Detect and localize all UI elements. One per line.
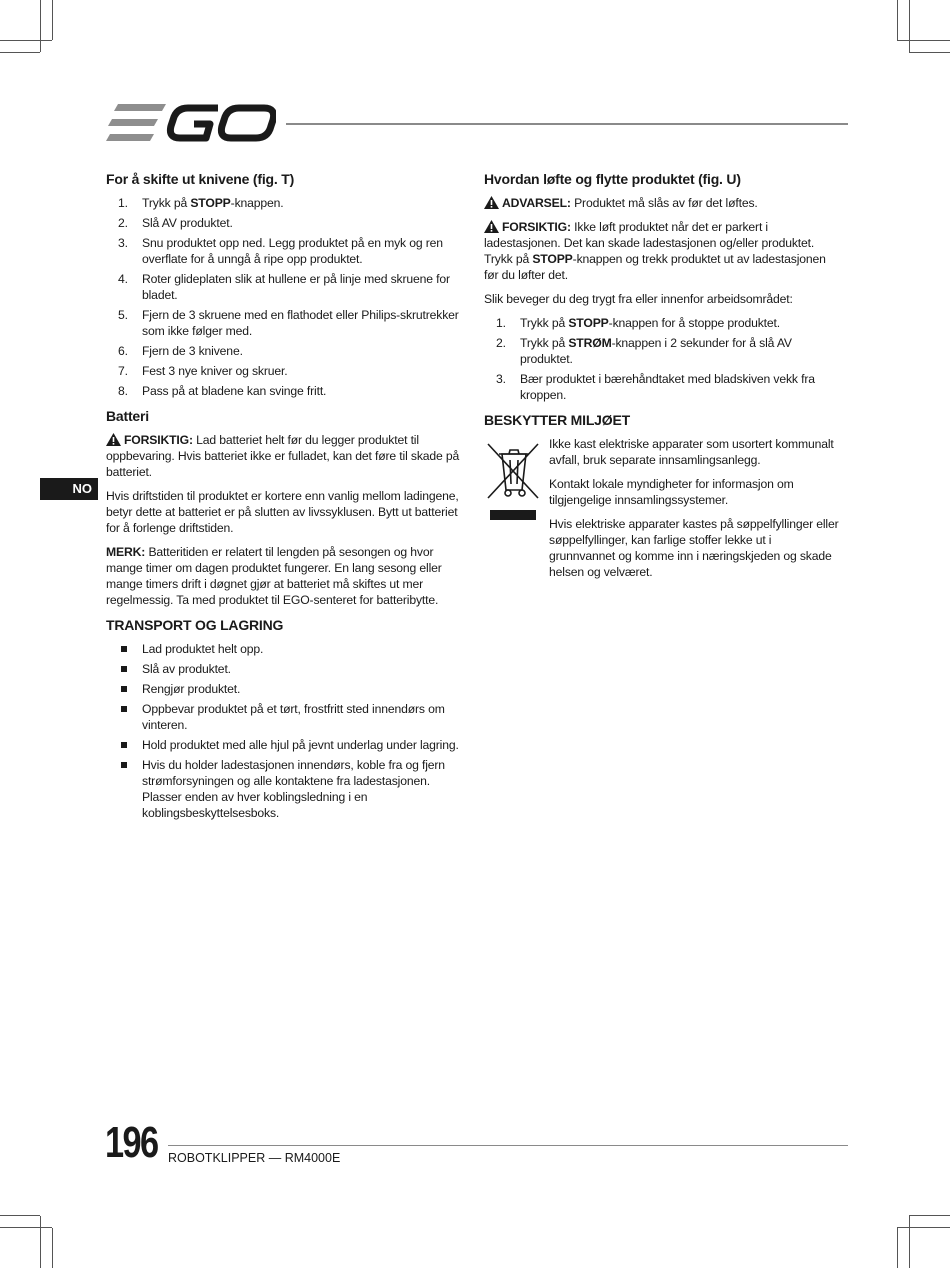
- list-item: 4. Roter glideplaten slik at hullene er på linje med skruene for bladet.: [118, 272, 450, 302]
- list-item: 1. Trykk på STOPP-knappen for å stoppe produktet.: [496, 316, 781, 330]
- environment-text: [546, 436, 840, 588]
- caution-paragraph: FORSIKTIG: Lad batteriet helt før du legger produktet til oppbevaring. Hvis batteriet ikke er fulladet, kan det føre til skade på batteriet.: [106, 433, 460, 479]
- list-item: Slå av produktet.: [106, 661, 468, 677]
- left-column: [106, 170, 468, 829]
- caution-label: FORSIKTIG:: [502, 220, 571, 234]
- warning-triangle-icon: [484, 220, 499, 233]
- lift-section: [484, 170, 840, 403]
- list-item: 6. Fjern de 3 knivene.: [118, 344, 243, 358]
- list-item: Hold produktet med alle hjul på jevnt underlag under lagring.: [106, 737, 468, 753]
- crop-mark: [909, 1215, 950, 1216]
- bullet-square-icon: [121, 646, 127, 652]
- header-rule: [286, 123, 848, 125]
- list-item: 3. Snu produktet opp ned. Legg produktet på en myk og ren overflate for å unngå å ripe opp produktet.: [118, 236, 443, 266]
- list-item: 1. Trykk på STOPP-knappen.: [118, 196, 284, 210]
- crop-mark: [0, 1227, 52, 1228]
- weee-bar: [490, 510, 536, 520]
- knives-steps: [106, 195, 468, 399]
- crop-mark: [0, 1215, 40, 1216]
- ego-logo: [106, 104, 276, 142]
- section-heading: Batteri: [106, 408, 149, 424]
- crop-mark: [40, 0, 41, 52]
- crop-mark: [909, 52, 950, 53]
- crop-mark: [897, 1227, 950, 1228]
- crop-mark: [897, 0, 898, 40]
- bullet-square-icon: [121, 742, 127, 748]
- section-heading: For å skifte ut knivene (fig. T): [106, 171, 295, 187]
- list-item: Rengjør produktet.: [106, 681, 468, 697]
- list-item: 3. Bær produktet i bærehåndtaket med bladskiven vekk fra kroppen.: [496, 372, 815, 402]
- crop-mark: [0, 52, 40, 53]
- crop-mark: [909, 1216, 910, 1268]
- list-item: Hvis du holder ladestasjonen innendørs, koble fra og fjern strømforsyningen og alle kontaktene fra ladestasjonen. Plasser enden av hver koblingsledning i en koblingsbeskyttelsesboks.: [106, 757, 468, 821]
- crop-mark: [0, 40, 52, 41]
- crop-mark: [40, 1216, 41, 1268]
- section-heading: BESKYTTER MILJØET: [484, 412, 630, 428]
- environment-paragraph: Ikke kast elektriske apparater som usortert kommunalt avfall, bruk separate innsamlingsanlegg.: [549, 437, 834, 467]
- warning-triangle-icon: [484, 196, 499, 209]
- warning-triangle-icon: [106, 433, 121, 446]
- note-label: MERK:: [106, 545, 146, 559]
- lift-steps: [484, 315, 840, 403]
- crossed-bin-icon: [484, 436, 546, 588]
- list-item: 2. Trykk på STRØM-knappen i 2 sekunder for å slå AV produktet.: [496, 336, 792, 366]
- transport-list: [106, 641, 468, 821]
- battery-paragraph: Hvis driftstiden til produktet er kortere enn vanlig mellom ladingene, betyr dette at batteriet er på slutten av livssyklusen. Bytt ut batteriet for å forlenge driftstiden.: [106, 489, 459, 535]
- list-item: 8. Pass på at bladene kan svinge fritt.: [118, 384, 327, 398]
- right-column: [484, 170, 840, 588]
- weee-block: [484, 436, 840, 588]
- bullet-square-icon: [121, 706, 127, 712]
- footer-rule: [168, 1145, 848, 1146]
- environment-section: [484, 411, 840, 588]
- intro-paragraph: Slik beveger du deg trygt fra eller innenfor arbeidsområdet:: [484, 292, 793, 306]
- page-number: 196: [105, 1118, 158, 1167]
- warning-paragraph: ADVARSEL: Produktet må slås av før det løftes.: [484, 195, 840, 211]
- list-item: Oppbevar produktet på et tørt, frostfritt sted innendørs om vinteren.: [106, 701, 468, 733]
- note-paragraph: MERK: Batteritiden er relatert til lengden på sesongen og hvor mange timer om dagen produktet fungerer. En lang sesong eller mange timers drift i døgnet gjør at batteriet må skiftes ut mer regelmessig. Ta med produktet til EGO-senteret for batteribytte.: [106, 545, 442, 607]
- list-item: 2. Slå AV produktet.: [118, 216, 233, 230]
- bullet-square-icon: [121, 686, 127, 692]
- language-tab: NO: [40, 478, 98, 500]
- bullet-square-icon: [121, 666, 127, 672]
- caution-label: FORSIKTIG:: [124, 433, 193, 447]
- crop-mark: [897, 1228, 898, 1268]
- list-item: 7. Fest 3 nye kniver og skruer.: [118, 364, 288, 378]
- caution-paragraph: FORSIKTIG: Ikke løft produktet når det er parkert i ladestasjonen. Det kan skade ladestasjonen og/eller produktet. Trykk på STOPP-knappen og trekk produktet ut av ladestasjonen før du løfter det.: [484, 220, 826, 282]
- crop-mark: [52, 1228, 53, 1268]
- environment-paragraph: Hvis elektriske apparater kastes på søppelfyllinger eller søppelfyllinger, kan farlige stoffer lekke ut i grunnvannet og komme inn i næringskjeden og skade helsen og velværet.: [549, 517, 839, 579]
- list-item: Lad produktet helt opp.: [106, 641, 468, 657]
- crop-mark: [52, 0, 53, 40]
- battery-section: [106, 407, 468, 608]
- crop-mark: [897, 40, 950, 41]
- crop-mark: [909, 0, 910, 52]
- transport-section: [106, 616, 468, 821]
- section-heading: TRANSPORT OG LAGRING: [106, 617, 284, 633]
- environment-paragraph: Kontakt lokale myndigheter for informasjon om tilgjengelige innsamlingssystemer.: [549, 477, 794, 507]
- warning-label: ADVARSEL:: [502, 196, 571, 210]
- bullet-square-icon: [121, 762, 127, 768]
- list-item: 5. Fjern de 3 skruene med en flathodet eller Philips-skrutrekker som ikke følger med.: [118, 308, 459, 338]
- footer-product-title: ROBOTKLIPPER — RM4000E: [168, 1151, 341, 1165]
- knives-section: [106, 170, 468, 399]
- section-heading: Hvordan løfte og flytte produktet (fig. U): [484, 171, 741, 187]
